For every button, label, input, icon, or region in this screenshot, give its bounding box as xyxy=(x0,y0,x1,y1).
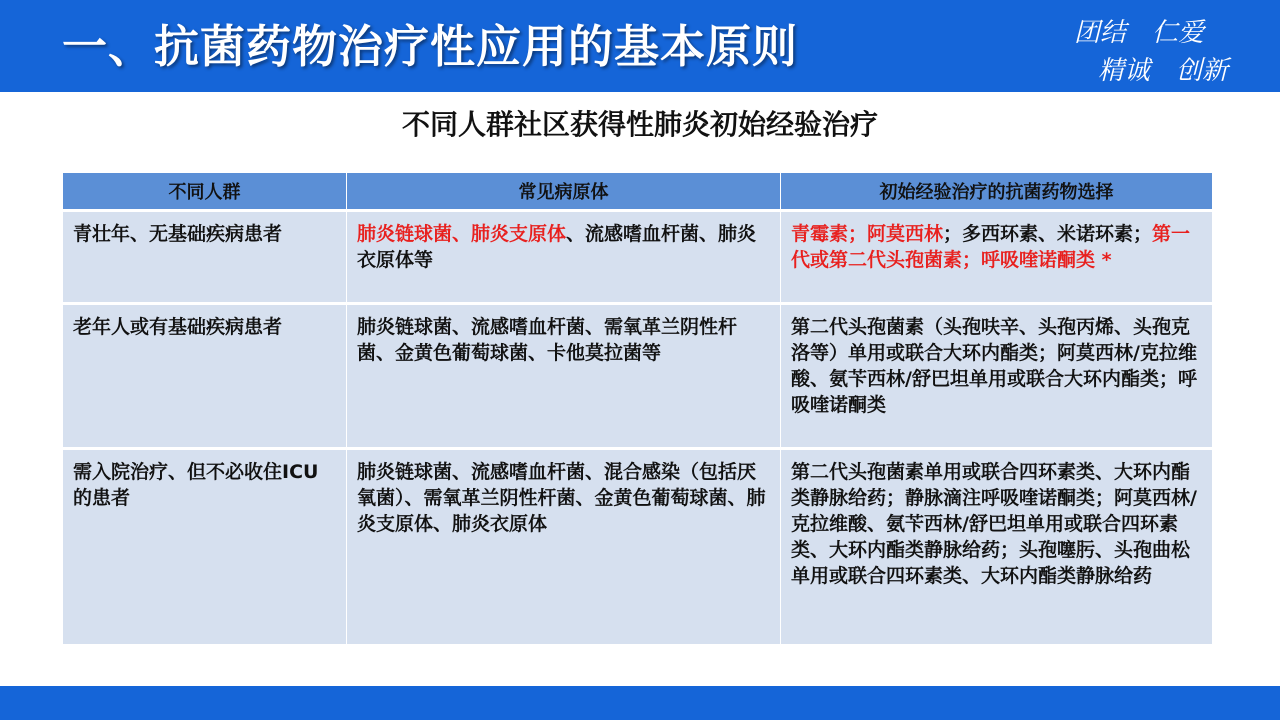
column-header-group: 不同人群 xyxy=(63,173,347,211)
pathogens-cell: 肺炎链球菌、流感嗜血杆菌、混合感染（包括厌氧菌）、需氧革兰阴性杆菌、金黄色葡萄球菌、肺炎支原体、肺炎衣原体 xyxy=(347,449,781,645)
treatment-highlight-2: 第一代或第二代头孢菌素；呼吸喹诺酮类 * xyxy=(791,223,1191,271)
slide-title: 一、抗菌药物治疗性应用的基本原则 xyxy=(62,20,799,73)
treatment-cell xyxy=(781,211,1213,304)
motto-logo xyxy=(1068,10,1268,86)
motto-line-1: 团结 仁爱 xyxy=(1074,18,1205,48)
treatment-text: ；多西环素、米诺环素； xyxy=(943,223,1153,245)
group-cell: 需入院治疗、但不必收住ICU 的患者 xyxy=(63,449,347,645)
pathogens-cell: 肺炎链球菌、流感嗜血杆菌、需氧革兰阴性杆菌、金黄色葡萄球菌、卡他莫拉菌等 xyxy=(347,304,781,449)
table-row xyxy=(63,304,1213,449)
column-header-pathogens: 常见病原体 xyxy=(347,173,781,211)
treatment-highlight: 青霉素；阿莫西林 xyxy=(791,223,944,245)
table-row xyxy=(63,449,1213,645)
table-header-row xyxy=(63,173,1213,211)
motto-line-2: 精诚 创新 xyxy=(1098,56,1229,86)
table-title: 不同人群社区获得性肺炎初始经验治疗 xyxy=(401,108,878,141)
footer-bar xyxy=(0,686,1280,720)
pathogens-highlight: 肺炎链球菌、肺炎支原体 xyxy=(357,223,567,245)
header-bar xyxy=(0,0,1280,92)
table-row xyxy=(63,211,1213,304)
pathogens-text: 、流感嗜血杆菌、肺炎衣原体等 xyxy=(357,223,757,271)
group-cell: 青壮年、无基础疾病患者 xyxy=(63,211,347,304)
group-cell: 老年人或有基础疾病患者 xyxy=(63,304,347,449)
treatment-cell: 第二代头孢菌素单用或联合四环素类、大环内酯类静脉给药；静脉滴注呼吸喹诺酮类；阿莫西林/克拉维酸、氨苄西林/舒巴坦单用或联合四环素类、大环内酯类静脉给药；头孢噻肟、头孢曲松单用或联合四环素类、大环内酯类静脉给药 xyxy=(781,449,1213,645)
treatment-cell: 第二代头孢菌素（头孢呋辛、头孢丙烯、头孢克洛等）单用或联合大环内酯类；阿莫西林/克拉维酸、氨苄西林/舒巴坦单用或联合大环内酯类；呼吸喹诺酮类 xyxy=(781,304,1213,449)
column-header-treatment: 初始经验治疗的抗菌药物选择 xyxy=(781,173,1213,211)
treatment-table xyxy=(62,172,1213,645)
pathogens-cell xyxy=(347,211,781,304)
